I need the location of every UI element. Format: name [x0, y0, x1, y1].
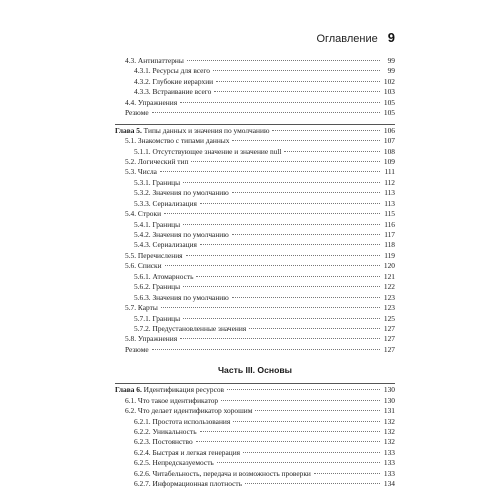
- toc-entry[interactable]: [115, 240, 395, 250]
- toc-entry-page: 127: [383, 323, 395, 333]
- toc-entry[interactable]: [115, 98, 395, 108]
- toc-entry-title: Резюме: [125, 344, 149, 354]
- dot-leader: [243, 451, 380, 453]
- dot-leader: [196, 440, 380, 442]
- toc-entry-title: 5.6.3. Значения по умолчанию: [134, 292, 229, 302]
- toc-entry-title: 4.3.2. Глубокие иерархии: [134, 76, 214, 86]
- dot-leader: [249, 327, 380, 329]
- toc-entry[interactable]: [115, 56, 395, 66]
- dot-leader: [221, 399, 380, 401]
- toc-entry-title: 5.4.2. Значения по умолчанию: [134, 230, 229, 239]
- dot-leader: [160, 170, 380, 172]
- toc-entry[interactable]: [115, 87, 395, 97]
- dot-leader: [191, 160, 380, 162]
- toc-entry-page: 113: [384, 198, 395, 208]
- toc-section-chapter6: [115, 396, 395, 490]
- toc-entry-page: 122: [383, 282, 395, 292]
- toc-entry-page: 109: [383, 156, 395, 166]
- toc-entry[interactable]: [115, 209, 395, 219]
- toc-entry-page: 132: [383, 416, 395, 426]
- toc-entry-title: 5.6. Списки: [125, 261, 162, 271]
- toc-entry-page: 99: [387, 56, 395, 65]
- toc-entry-title: 5.3.2. Значения по умолчанию: [134, 188, 229, 198]
- toc-entry-title: 6.1. Что такое идентификатор: [125, 395, 219, 405]
- toc-entry-title: 5.6.1. Атомарность: [134, 271, 194, 281]
- toc-entry-page: 103: [383, 87, 395, 97]
- dot-leader: [232, 139, 380, 141]
- toc-entry-title: 5.4.1. Границы: [134, 219, 181, 229]
- toc-entry-title: 5.7.1. Границы: [134, 313, 181, 323]
- toc-entry-page: 112: [384, 177, 395, 187]
- toc-entry-page: 105: [383, 108, 395, 118]
- toc-entry[interactable]: [115, 303, 395, 313]
- toc-entry-title: 6.2.2. Уникальность: [134, 427, 197, 436]
- dot-leader: [214, 90, 380, 92]
- toc-entry[interactable]: [115, 108, 395, 118]
- chapter-label: Глава 6.: [115, 385, 142, 395]
- toc-entry[interactable]: [115, 147, 395, 157]
- toc-entry-title: 6.2. Что делает идентификатор хорошим: [125, 406, 253, 416]
- toc-entry[interactable]: [115, 293, 395, 303]
- dot-leader: [187, 59, 380, 61]
- toc-entry-page: 134: [383, 479, 395, 489]
- toc-entry-title: 5.3.3. Сериализация: [134, 198, 197, 208]
- toc-entry-title: 5.6.2. Границы: [134, 282, 181, 292]
- toc-entry[interactable]: [115, 272, 395, 282]
- toc-entry-page: 117: [384, 230, 395, 239]
- toc-entry[interactable]: [115, 251, 395, 261]
- table-of-contents: [115, 56, 395, 490]
- toc-entry[interactable]: [115, 417, 395, 427]
- dot-leader: [152, 111, 380, 113]
- page-number: 9: [387, 30, 395, 45]
- toc-entry[interactable]: [115, 230, 395, 240]
- toc-entry-page: 131: [383, 406, 395, 416]
- dot-leader: [200, 430, 380, 432]
- dot-leader: [200, 202, 380, 204]
- toc-entry[interactable]: [115, 437, 395, 447]
- toc-entry-title: Резюме: [125, 108, 149, 118]
- toc-entry-page: 125: [383, 313, 395, 323]
- toc-entry-title: 6.2.6. Читабельность, передача и возможность проверки: [134, 468, 311, 478]
- toc-entry-page: 99: [387, 66, 395, 76]
- toc-entry[interactable]: [115, 406, 395, 416]
- chapter-separator: [115, 383, 395, 384]
- dot-leader: [245, 482, 380, 484]
- toc-entry[interactable]: [115, 157, 395, 167]
- running-header: [115, 30, 395, 50]
- chapter-title: Типы данных и значения по умолчанию: [143, 125, 270, 135]
- toc-section-chapter4-tail: [115, 56, 395, 119]
- toc-entry[interactable]: [115, 396, 395, 406]
- dot-leader: [232, 296, 380, 298]
- toc-entry[interactable]: [115, 334, 395, 344]
- toc-entry-page: 105: [383, 97, 395, 107]
- toc-entry[interactable]: [115, 427, 395, 437]
- toc-entry-title: 4.3.3. Встраивание всего: [134, 87, 212, 97]
- dot-leader: [232, 191, 380, 193]
- toc-entry-title: 4.3.1. Ресурсы для всего: [134, 66, 210, 76]
- toc-entry[interactable]: [115, 199, 395, 209]
- toc-entry-title: 5.4.3. Сериализация: [134, 240, 197, 250]
- toc-entry-title: 5.7. Карты: [125, 303, 158, 313]
- toc-entry[interactable]: [115, 458, 395, 468]
- toc-entry[interactable]: [115, 77, 395, 87]
- chapter-label: Глава 5.: [115, 125, 142, 135]
- dot-leader: [314, 472, 380, 474]
- toc-entry-title: 5.4. Строки: [125, 209, 162, 219]
- dot-leader: [186, 254, 380, 256]
- dot-leader: [200, 243, 380, 245]
- toc-entry-title: 6.2.4. Быстрая и легкая генерация: [134, 447, 241, 457]
- dot-leader: [165, 264, 380, 266]
- toc-entry-page: 127: [383, 334, 395, 344]
- toc-entry-title: 5.8. Упражнения: [125, 334, 178, 344]
- toc-entry[interactable]: [115, 188, 395, 198]
- toc-entry-title: 5.2. Логический тип: [125, 156, 189, 166]
- toc-entry-page: 121: [383, 271, 395, 281]
- toc-entry-title: 5.3.1. Границы: [134, 177, 181, 187]
- toc-entry-page: 113: [384, 188, 395, 198]
- dot-leader: [180, 337, 380, 339]
- toc-entry-title: 5.1.1. Отсутствующее значение и значение null: [134, 146, 282, 156]
- chapter-page: 106: [383, 125, 395, 135]
- toc-chapter-6[interactable]: [115, 385, 395, 395]
- dot-leader: [272, 129, 380, 131]
- toc-entry-page: 133: [383, 447, 395, 457]
- toc-entry-title: 5.3. Числа: [125, 167, 157, 177]
- toc-entry-title: 5.1. Знакомство с типами данных: [125, 136, 230, 146]
- toc-section-chapter5: [115, 136, 395, 355]
- toc-entry[interactable]: [115, 261, 395, 271]
- toc-entry-title: 6.2.5. Непредсказуемость: [134, 458, 214, 468]
- chapter-page: 130: [383, 385, 395, 395]
- dot-leader: [233, 420, 380, 422]
- part-title: Часть III. Основы: [218, 365, 292, 376]
- dot-leader: [183, 223, 380, 225]
- dot-leader: [180, 101, 380, 103]
- toc-entry-page: 116: [384, 219, 395, 229]
- dot-leader: [164, 212, 380, 214]
- toc-entry-page: 115: [384, 209, 395, 219]
- toc-entry-page: 119: [384, 250, 395, 260]
- toc-chapter-5[interactable]: [115, 126, 395, 136]
- toc-entry-title: 6.2.7. Информационная плотность: [134, 479, 242, 489]
- toc-entry[interactable]: [115, 448, 395, 458]
- dot-leader: [216, 80, 380, 82]
- toc-entry-page: 132: [383, 427, 395, 436]
- dot-leader: [227, 388, 380, 390]
- dot-leader: [232, 233, 380, 235]
- toc-entry-page: 120: [383, 261, 395, 271]
- toc-entry[interactable]: [115, 66, 395, 76]
- dot-leader: [217, 461, 380, 463]
- toc-entry-title: 5.5. Перечисления: [125, 250, 183, 260]
- toc-entry-page: 123: [383, 292, 395, 302]
- toc-entry-page: 102: [383, 76, 395, 86]
- toc-entry[interactable]: [115, 178, 395, 188]
- toc-entry[interactable]: [115, 345, 395, 355]
- toc-entry-page: 123: [383, 303, 395, 313]
- toc-entry-title: 4.3. Антипаттерны: [125, 56, 184, 65]
- chapter-title: Идентификация ресурсов: [143, 385, 225, 395]
- dot-leader: [255, 409, 380, 411]
- toc-entry-page: 111: [384, 167, 395, 177]
- toc-entry-page: 130: [383, 395, 395, 405]
- dot-leader: [161, 306, 380, 308]
- running-header-title: Оглавление: [316, 33, 378, 45]
- toc-entry[interactable]: [115, 167, 395, 177]
- dot-leader: [196, 275, 380, 277]
- toc-entry-title: 4.4. Упражнения: [125, 97, 178, 107]
- toc-entry-page: 133: [383, 458, 395, 468]
- toc-entry[interactable]: [115, 479, 395, 489]
- toc-entry-page: 118: [384, 240, 395, 250]
- chapter-separator: [115, 124, 395, 125]
- dot-leader: [183, 285, 380, 287]
- toc-entry-page: 107: [383, 136, 395, 146]
- dot-leader: [183, 317, 380, 319]
- dot-leader: [284, 150, 380, 152]
- dot-leader: [152, 348, 380, 350]
- toc-entry[interactable]: [115, 324, 395, 334]
- toc-entry[interactable]: [115, 220, 395, 230]
- toc-entry-title: 6.2.3. Постоянство: [134, 437, 193, 447]
- toc-entry-page: 108: [383, 146, 395, 156]
- toc-entry[interactable]: [115, 469, 395, 479]
- toc-entry-page: 133: [383, 468, 395, 478]
- toc-entry[interactable]: [115, 136, 395, 146]
- toc-entry[interactable]: [115, 282, 395, 292]
- toc-entry-title: 5.7.2. Предустановленные значения: [134, 323, 247, 333]
- toc-entry[interactable]: [115, 314, 395, 324]
- toc-entry-page: 127: [383, 344, 395, 354]
- toc-entry-page: 132: [383, 437, 395, 447]
- toc-entry-title: 6.2.1. Простота использования: [134, 416, 231, 426]
- dot-leader: [213, 69, 380, 71]
- dot-leader: [183, 181, 380, 183]
